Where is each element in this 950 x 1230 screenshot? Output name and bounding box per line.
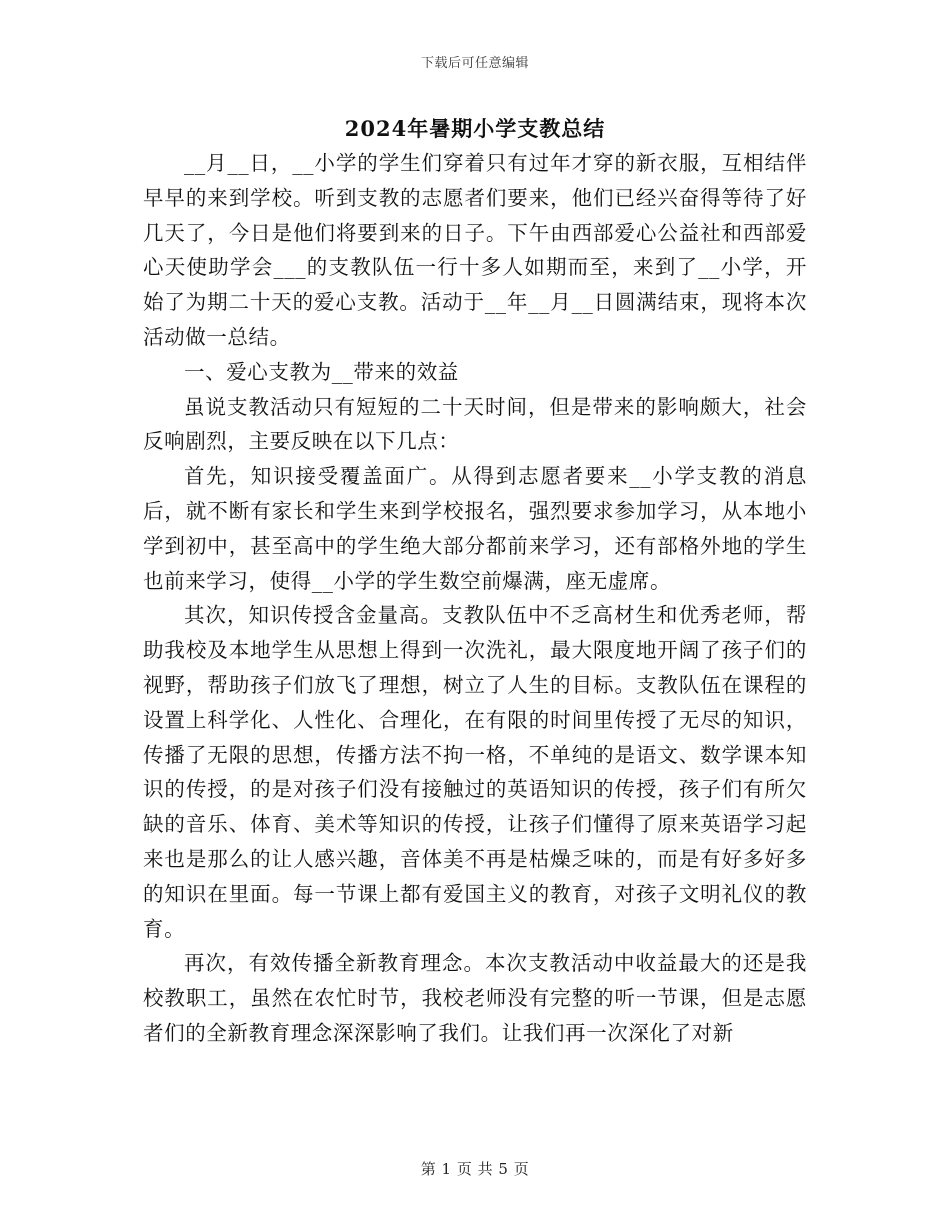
paragraph-second: 其次，知识传授含金量高。支教队伍中不乏高材生和优秀老师，帮助我校及本地学生从思想上得到一次洗礼，最大限度地开阔了孩子们的视野，帮助孩子们放飞了理想，树立了人生的目标。支教队伍在课程的设置上科学化、人性化、合理化，在有限的时间里传授了无尽的知识，传播了无限的思想，传播方法不拘一格，不单纯的是语文、数学课本知识的传授，的是对孩子们没有接触过的英语知识的传授，孩子们有所欠缺的音乐、体育、美术等知识的传授，让孩子们懂得了原来英语学习起来也是那么的让人感兴趣，音体美不再是枯燥乏味的，而是有好多好多的知识在里面。每一节课上都有爱国主义的教育，对孩子文明礼仪的教育。	[143, 603, 807, 941]
section-heading-1: 一、爱心支教为__带来的效益	[184, 359, 459, 384]
page-number: 第 1 页 共 5 页	[420, 1160, 530, 1178]
paragraph-impact: 虽说支教活动只有短短的二十天时间，但是带来的影响颇大，社会反响剧烈，主要反映在以下几点：	[143, 394, 807, 454]
paragraph-third: 再次，有效传播全新教育理念。本次支教活动中收益最大的还是我校教职工，虽然在农忙时节，我校老师没有完整的听一节课，但是志愿者们的全新教育理念深深影响了我们。让我们再一次深化了对新	[143, 951, 807, 1045]
document-title: 2024年暑期小学支教总结	[344, 116, 606, 141]
page-header-note: 下载后可任意编辑	[420, 56, 529, 71]
document-body	[143, 146, 807, 1051]
paragraph-intro: __月__日，__小学的学生们穿着只有过年才穿的新衣服，互相结伴早早的来到学校。听到支教的志愿者们要来，他们已经兴奋得等待了好几天了，今日是他们将要到来的日子。下午由西部爱心公益社和西部爱心天使助学会___的支教队伍一行十多人如期而至，来到了__小学，开始了为期二十天的爱心支教。活动于__年__月__日圆满结束，现将本次活动做一总结。	[143, 151, 807, 349]
paragraph-first: 首先，知识接受覆盖面广。从得到志愿者要来__小学支教的消息后，就不断有家长和学生来到学校报名，强烈要求参加学习，从本地小学到初中，甚至高中的学生绝大部分都前来学习，还有部格外地的学生也前来学习，使得__小学的学生数空前爆满，座无虚席。	[143, 464, 807, 593]
